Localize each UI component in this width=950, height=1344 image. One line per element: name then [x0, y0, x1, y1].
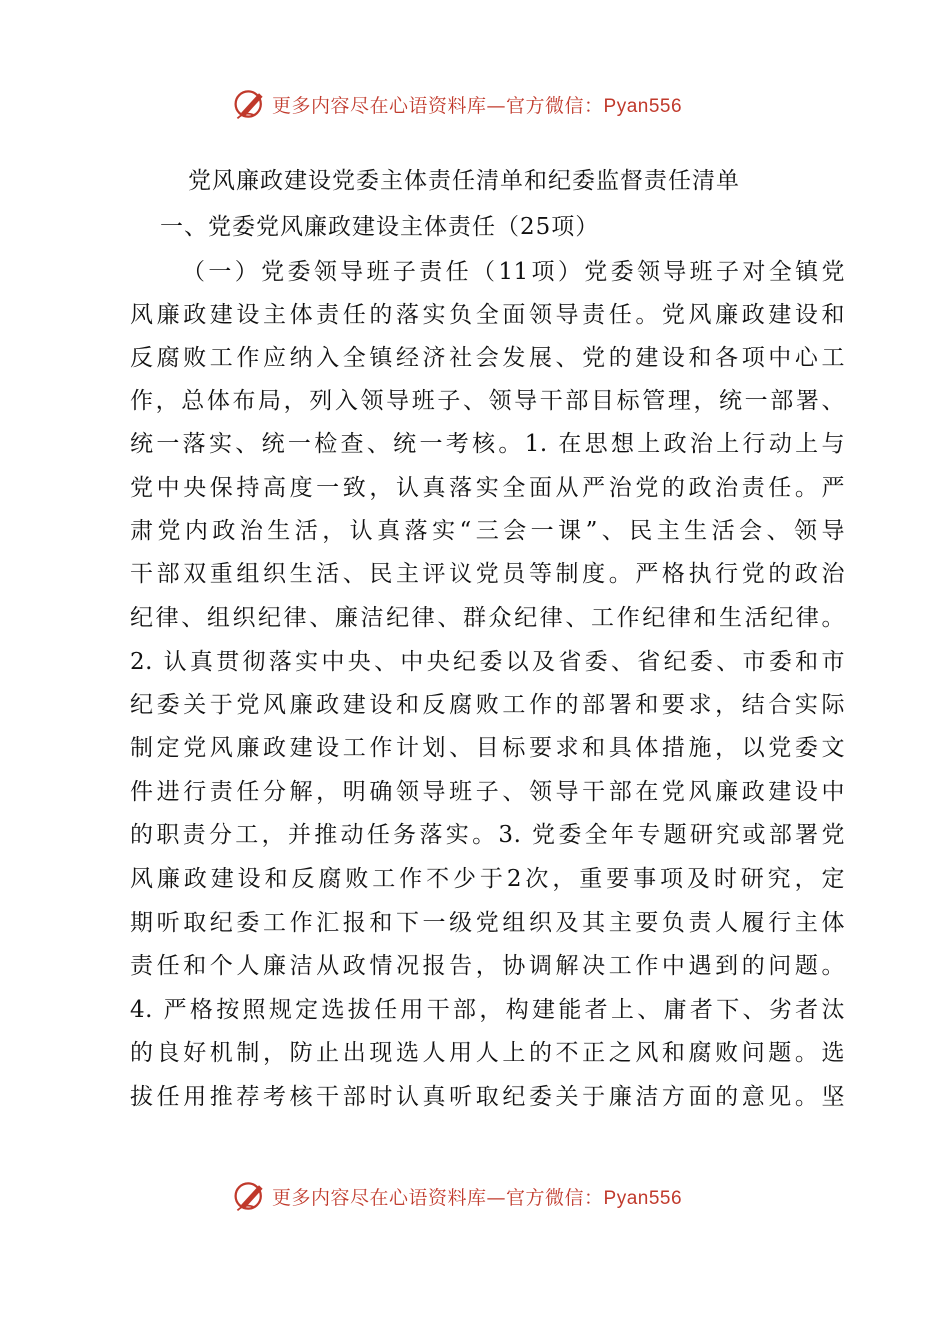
body-line: 纪律、组织纪律、廉洁纪律、群众纪律、工作纪律和生活纪律。 — [130, 605, 845, 631]
watermark-text — [272, 1183, 682, 1210]
body-line: 责任和个人廉洁从政情况报告，协调解决工作中遇到的问题。 — [130, 953, 845, 979]
body-line: 2. 认真贯彻落实中央、中央纪委以及省委、省纪委、市委和市 — [130, 649, 845, 675]
body-line: 件进行责任分解，明确领导班子、领导干部在党风廉政建设中 — [130, 779, 845, 805]
body-line: 制定党风廉政建设工作计划、目标要求和具体措施，以党委文 — [130, 735, 845, 761]
body-line: （一）党委领导班子责任（11项）党委领导班子对全镇党 — [182, 259, 845, 285]
body-line: 的良好机制，防止出现选人用人上的不正之风和腐败问题。选 — [130, 1040, 845, 1066]
body-line: 风廉政建设和反腐败工作不少于2次，重要事项及时研究，定 — [130, 866, 845, 892]
body-line: 党中央保持高度一致，认真落实全面从严治党的政治责任。严 — [130, 475, 845, 501]
body-line: 风廉政建设主体责任的落实负全面领导责任。党风廉政建设和 — [130, 302, 845, 328]
section-heading: 一、党委党风廉政建设主体责任（25项） — [160, 214, 600, 240]
body-line: 干部双重组织生活、民主评议党员等制度。严格执行党的政治 — [130, 561, 845, 587]
body-line: 纪委关于党风廉政建设和反腐败工作的部署和要求，结合实际 — [130, 692, 845, 718]
body-line: 反腐败工作应纳入全镇经济社会发展、党的建设和各项中心工 — [130, 345, 845, 371]
watermark-code: Pyan556 — [603, 95, 683, 117]
watermark-label: 更多内容尽在心语资料库—官方微信： — [272, 1186, 604, 1209]
body-line: 期听取纪委工作汇报和下一级党组织及其主要负责人履行主体 — [130, 910, 845, 936]
body-line: 统一落实、统一检查、统一考核。1. 在思想上政治上行动上与 — [130, 431, 845, 457]
body-line: 拔任用推荐考核干部时认真听取纪委关于廉洁方面的意见。坚 — [130, 1084, 845, 1110]
body-line: 的职责分工，并推动任务落实。3. 党委全年专题研究或部署党 — [130, 822, 845, 848]
pen-logo-icon — [232, 1178, 268, 1214]
watermark-banner-top — [232, 84, 682, 124]
watermark-label: 更多内容尽在心语资料库—官方微信： — [272, 94, 604, 117]
watermark-code: Pyan556 — [603, 1187, 683, 1209]
body-line: 作，总体布局，列入领导班子、领导干部目标管理，统一部署、 — [130, 388, 845, 414]
body-line: 肃党内政治生活，认真落实“三会一课”、民主生活会、领导 — [130, 518, 845, 544]
watermark-banner-bottom — [232, 1176, 682, 1216]
pen-logo-icon — [232, 86, 268, 122]
watermark-text — [272, 91, 682, 118]
document-title: 党风廉政建设党委主体责任清单和纪委监督责任清单 — [188, 168, 740, 194]
body-line: 4. 严格按照规定选拔任用干部，构建能者上、庸者下、劣者汰 — [130, 997, 845, 1023]
